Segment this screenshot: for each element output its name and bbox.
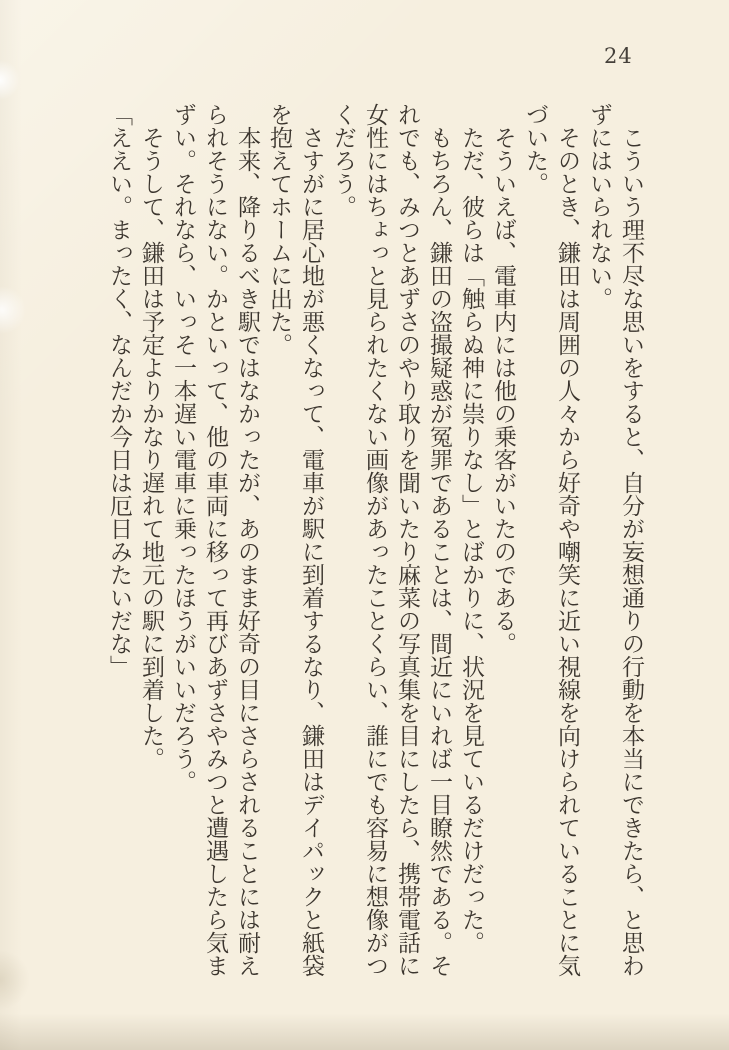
paragraph: こういう理不尽な思いをすると、自分が妄想通りの行動を本当にできたら、と思わずにはいられない。 (586, 103, 644, 977)
paragraph: そうして、鎌田は予定よりかなり遅れて地元の駅に到着した。 (138, 126, 164, 770)
paragraph: もちろん、鎌田の盗撮疑惑が冤罪であることは、間近にいれば一目瞭然である。それでも、みつとあずさのやり取りを聞いたり麻菜の写真集を目にしたら、携帯電話に女性にはちょっと見られたくない画像があったことくらい、誰にでも容易に想像がつくだろう。 (330, 103, 452, 977)
text-body (103, 103, 647, 978)
page-number: 24 (604, 44, 633, 68)
paragraph: そういえば、電車内には他の乗客がいたのである。 (490, 126, 516, 655)
paragraph: 「ええい。まったく、なんだか今日は厄日みたいだな」 (106, 103, 132, 678)
paragraph: ただ、彼らは「触らぬ神に祟りなし」とばかりに、状況を見ているだけだった。 (458, 126, 484, 954)
paragraph: 本来、降りるべき駅ではなかったが、あのまま好奇の目にさらされることには耐えられそうにない。かといって、他の車両に移って再びあずさやみつと遭遇したら気まずい。それなら、いっそ一本遅い電車に乗ったほうがいいだろう。 (170, 103, 260, 977)
paragraph: そのとき、鎌田は周囲の人々から好奇や嘲笑に近い視線を向けられていることに気づいた。 (522, 103, 580, 977)
paragraph: さすがに居心地が悪くなって、電車が駅に到着するなり、鎌田はデイパックと紙袋を抱えてホームに出た。 (266, 103, 324, 977)
